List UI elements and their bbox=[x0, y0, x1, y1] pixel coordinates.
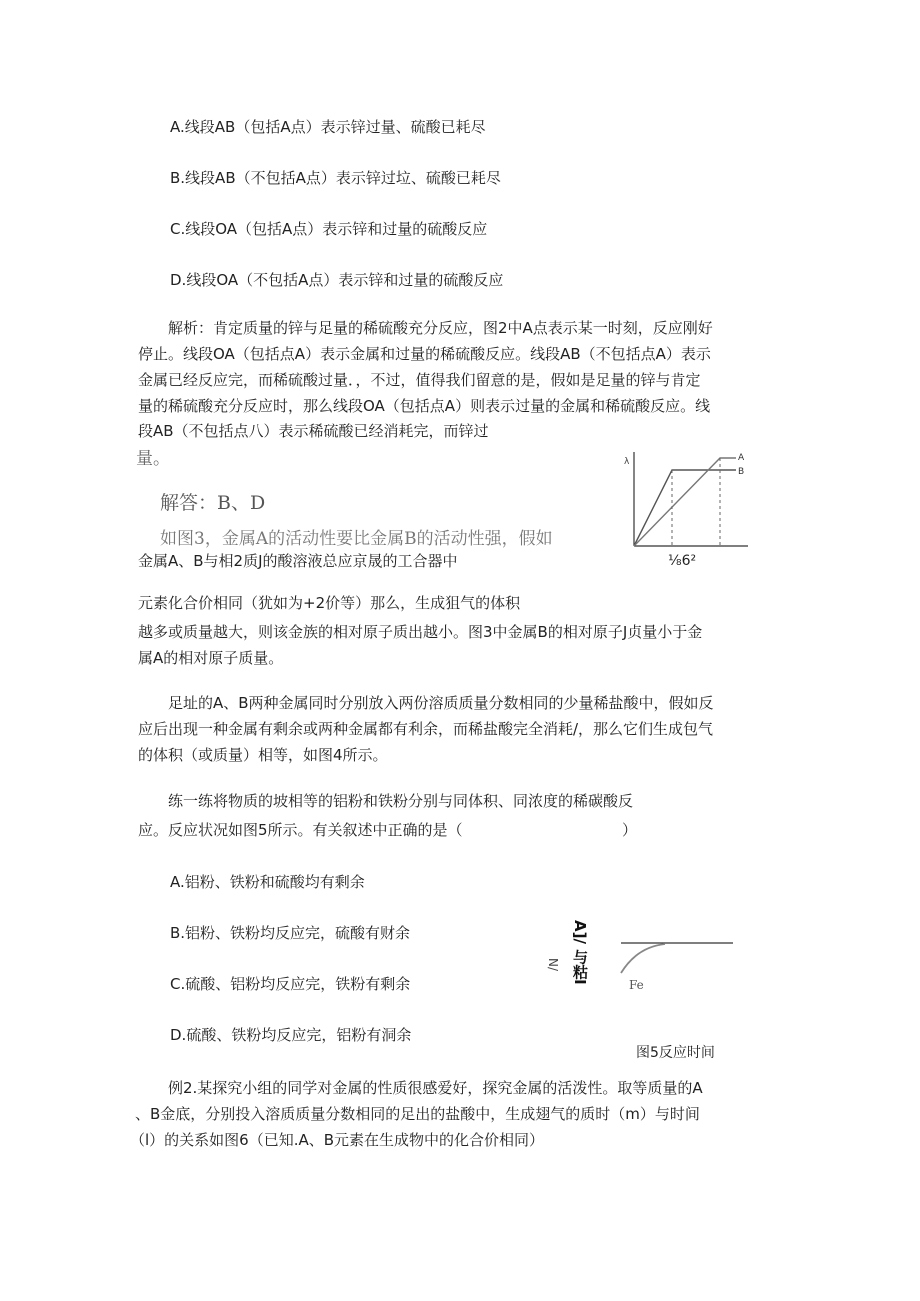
option-a: A.铝粉、铁粉和硫酸均有剩余 bbox=[170, 873, 365, 891]
figure-3-graph bbox=[620, 446, 752, 554]
paragraph-line: 应后出现一种金属有剩余或两种金属都有利余，而稀盐酸完全消耗/，那么它们生成包气 bbox=[138, 720, 714, 738]
fe-curve bbox=[621, 944, 665, 973]
fe-label: Fe bbox=[629, 978, 644, 992]
example-line: 例2.某探究小组的同学对金属的性质很感爱好，探究金属的活泼性。取等质量的A bbox=[168, 1079, 703, 1097]
option-b: B.线段AB（不包括A点）表示锌过垃、硫酸已耗尽 bbox=[170, 169, 501, 187]
cut-off-line: 如图3，金属A的活动性要比金属B的活动性强，假如 bbox=[160, 529, 553, 548]
analysis-line: 量的稀硫酸充分反应时，那么线段OA（包括点A）则表示过量的金属和稀硫酸反应。线 bbox=[138, 397, 711, 415]
example-line: （l）的关系如图6（已知.A、B元素在生成物中的化合价相同） bbox=[130, 1131, 545, 1149]
option-d: D.硫酸、铁粉均反应完，铝粉有洞余 bbox=[170, 1026, 412, 1044]
paragraph-line: 元素化合价相同（犹如为+2价等）那么，生成狙气的体积 bbox=[138, 594, 521, 612]
practice-line: 应。反应状况如图5所示。有关叙述中正确的是（ bbox=[138, 821, 463, 839]
analysis-line: 解析：肯定质量的锌与足量的稀硫酸充分反应，图2中A点表示某一时刻，反应刚好 bbox=[168, 319, 713, 337]
paragraph-line: 的体积（或质量）相等，如图4所示。 bbox=[138, 746, 388, 764]
practice-line: 练一练将物质的坡相等的铝粉和铁粉分别与同体积、同浓度的稀碳酸反 bbox=[168, 792, 634, 810]
y-axis-label: λ bbox=[624, 457, 630, 467]
paragraph-line: 金属A、B与相2质J的酸溶液总应京晟的工合器中 bbox=[138, 552, 458, 570]
figure-5-side-label: N/ bbox=[546, 958, 560, 972]
paragraph-line: 越多或质量越大，则该金族的相对原子质出越小。图3中金属B的相对原子J贞量小于金 bbox=[138, 623, 703, 641]
closing-paren: ） bbox=[622, 821, 638, 839]
figure-3-caption: ⅛6² bbox=[668, 553, 697, 569]
paragraph-line: 足址的A、B两种金属同时分别放入两份溶质质量分数相同的少量稀盐酸中，假如反 bbox=[168, 694, 714, 712]
label-b: B bbox=[738, 467, 745, 477]
option-c: C.线段OA（包括A点）表示锌和过量的硫酸反应 bbox=[170, 220, 488, 238]
figure-5-axis-label: A]/ 与䊀I bbox=[571, 920, 589, 985]
curve-b bbox=[634, 470, 736, 546]
scan-text-line: 量。 bbox=[136, 449, 170, 469]
figure-5-caption: 图5反应时间 bbox=[636, 1045, 715, 1061]
paragraph-line: 属A的相对原子质量。 bbox=[138, 649, 284, 667]
analysis-line: 停止。线段OA（包括点A）表示金属和过量的稀硫酸反应。线段AB（不包括点A）表示 bbox=[138, 345, 711, 363]
scanned-excerpt bbox=[130, 444, 620, 548]
analysis-line: 段AB（不包括点八）表示稀硫酸已经消耗完，而锌过 bbox=[138, 422, 489, 440]
option-b: B.铝粉、铁粉均反应完，硫酸有财余 bbox=[170, 924, 411, 942]
curve-a bbox=[634, 458, 736, 546]
label-a: A bbox=[738, 453, 745, 463]
option-a: A.线段AB（包括A点）表示锌过量、硫酸已耗尽 bbox=[170, 118, 486, 136]
analysis-line: 金属已经反应完，而稀硫酸过量．，不过，值得我们留意的是，假如是足量的锌与肯定 bbox=[138, 371, 701, 389]
figure-5-graph bbox=[615, 925, 737, 997]
answer-text: 解答：B、D bbox=[160, 492, 266, 514]
example-line: 、B金底，分别投入溶质质量分数相同的足出的盐酸中，生成翅气的质时（m）与时间 bbox=[135, 1105, 700, 1123]
option-c: C.硫酸、铝粉均反应完，铁粉有剩余 bbox=[170, 975, 411, 993]
option-d: D.线段OA（不包括A点）表示锌和过量的硫酸反应 bbox=[170, 271, 504, 289]
